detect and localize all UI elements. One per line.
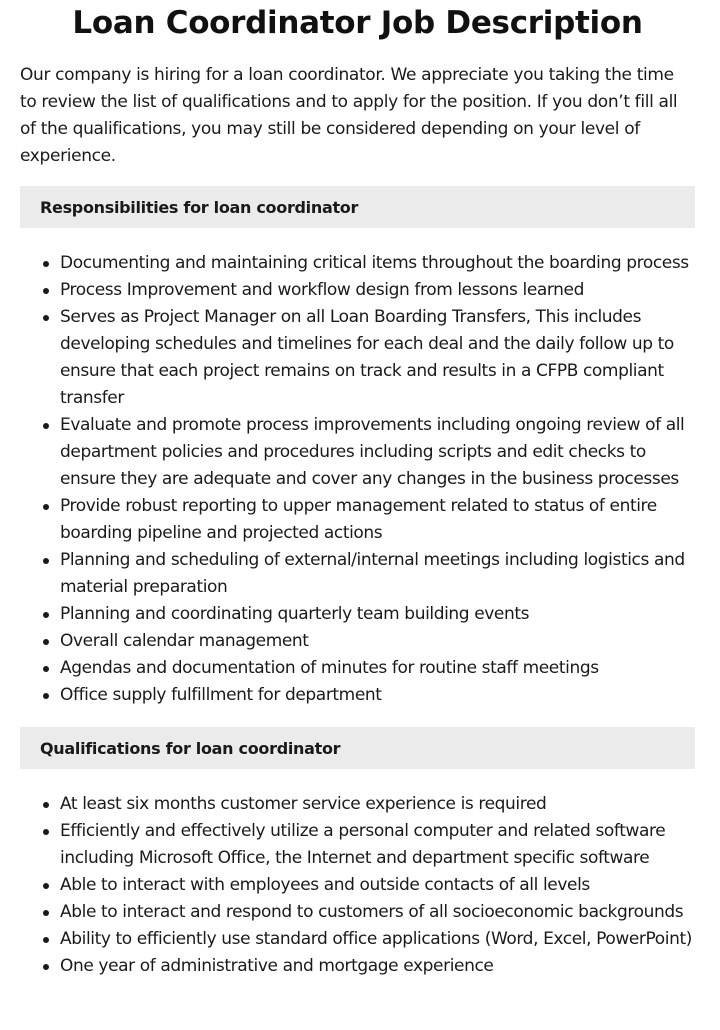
- page-title: Loan Coordinator Job Description: [72, 5, 643, 41]
- qualification-item: Able to interact and respond to customers of all socioeconomic backgrounds: [60, 899, 695, 926]
- qualification-item: Ability to efficiently use standard office applications (Word, Excel, PowerPoint): [60, 926, 695, 953]
- responsibility-item: Serves as Project Manager on all Loan Boarding Transfers, This includes developing schedules and timelines for each deal and the daily follow up to ensure that each project remains on track and results in a CFPB compliant transfer: [60, 304, 695, 412]
- qualifications-heading: Qualifications for loan coordinator: [40, 738, 341, 758]
- qualification-item: At least six months customer service experience is required: [60, 791, 695, 818]
- qualification-item: Efficiently and effectively utilize a personal computer and related software including Microsoft Office, the Internet and department specific software: [60, 818, 695, 872]
- qualifications-header: [20, 727, 695, 769]
- responsibility-item: Documenting and maintaining critical items throughout the boarding process: [60, 250, 695, 277]
- qualifications-list: [20, 791, 695, 980]
- responsibility-item: Office supply fulfillment for department: [60, 682, 695, 709]
- responsibility-item: Process Improvement and workflow design from lessons learned: [60, 277, 695, 304]
- responsibilities-heading: Responsibilities for loan coordinator: [40, 197, 359, 217]
- intro-paragraph: Our company is hiring for a loan coordinator. We appreciate you taking the time to review the list of qualifications and to apply for the position. If you don’t fill all of the qualifications, you may still be considered depending on your level of experience.: [20, 65, 678, 166]
- responsibilities-header: [20, 186, 695, 228]
- responsibility-item: Overall calendar management: [60, 628, 695, 655]
- qualification-item: One year of administrative and mortgage experience: [60, 953, 695, 980]
- qualification-item: Able to interact with employees and outside contacts of all levels: [60, 872, 695, 899]
- responsibility-item: Evaluate and promote process improvements including ongoing review of all department policies and procedures including scripts and edit checks to ensure they are adequate and cover any changes in the business processes: [60, 412, 695, 493]
- responsibility-item: Planning and scheduling of external/internal meetings including logistics and material preparation: [60, 547, 695, 601]
- responsibility-item: Agendas and documentation of minutes for routine staff meetings: [60, 655, 695, 682]
- responsibility-item: Provide robust reporting to upper management related to status of entire boarding pipeline and projected actions: [60, 493, 695, 547]
- responsibilities-list: [20, 250, 695, 709]
- responsibility-item: Planning and coordinating quarterly team building events: [60, 601, 695, 628]
